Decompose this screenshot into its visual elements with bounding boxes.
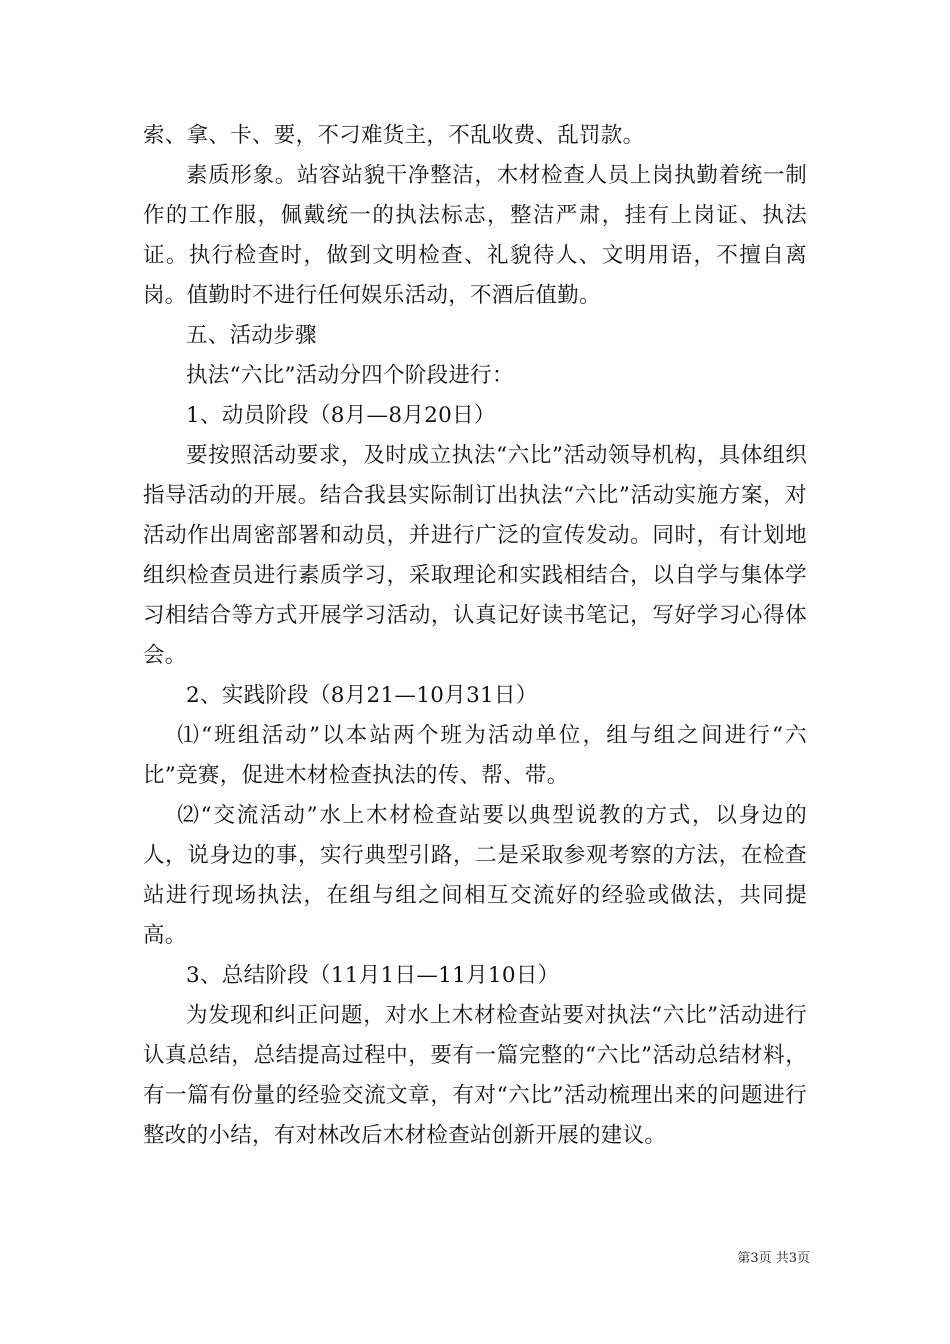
section-heading-activity-steps: 五、活动步骤 (186, 323, 317, 348)
paragraph-continued-text: 索、拿、卡、要，不刁难货主，不乱收费、乱罚款。 (143, 123, 645, 148)
paragraph-exchange-activity: ⑵“交流活动”水上木材检查站要以典型说教的方式，以身边的人，说身边的事，实行典型引路，二是采取参观考察的方法，在检查站进行现场执法，在组与组之间相互交流好的经验或做法，共同提高。 (143, 803, 807, 948)
paragraph-mobilization: 要按照活动要求，及时成立执法“六比”活动领导机构，具体组织指导活动的开展。结合我县实际制订出执法“六比”活动实施方案，对活动作出周密部署和动员，并进行广泛的宣传发动。同时，有计划地组织检查员进行素质学习，采取理论和实践相结合，以自学与集体学习相结合等方式开展学习活动，认真记好读书笔记，写好学习心得体会。 (143, 443, 807, 668)
paragraph-four-stages: 执法“六比”活动分四个阶段进行： (186, 363, 514, 388)
paragraph-quality-image: 素质形象。站容站貌干净整洁，木材检查人员上岗执勤着统一制作的工作服，佩戴统一的执法标志，整洁严肃，挂有上岗证、执法证。执行检查时，做到文明检查、礼貌待人、文明用语，不擅自离岗。值勤时不进行任何娱乐活动，不酒后值勤。 (143, 163, 807, 308)
paragraph-team-activity: ⑴“班组活动”以本站两个班为活动单位，组与组之间进行“六比”竞赛，促进木材检查执法的传、帮、带。 (143, 723, 807, 788)
stage-heading-practice: 2、实践阶段（8月21—10月31日） (186, 683, 538, 708)
paragraph-summary: 为发现和纠正问题，对水上木材检查站要对执法“六比”活动进行认真总结，总结提高过程中，要有一篇完整的“六比”活动总结材料，有一篇有份量的经验交流文章，有对“六比”活动梳理出来的问题进行整改的小结，有对林改后木材检查站创新开展的建议。 (143, 1003, 807, 1148)
document-body (143, 116, 807, 1156)
page-number-footer: 第3页 共3页 (737, 1251, 810, 1266)
stage-heading-mobilization: 1、动员阶段（8月—8月20日） (186, 403, 496, 428)
stage-heading-summary: 3、总结阶段（11月1日—11月10日） (186, 963, 560, 988)
